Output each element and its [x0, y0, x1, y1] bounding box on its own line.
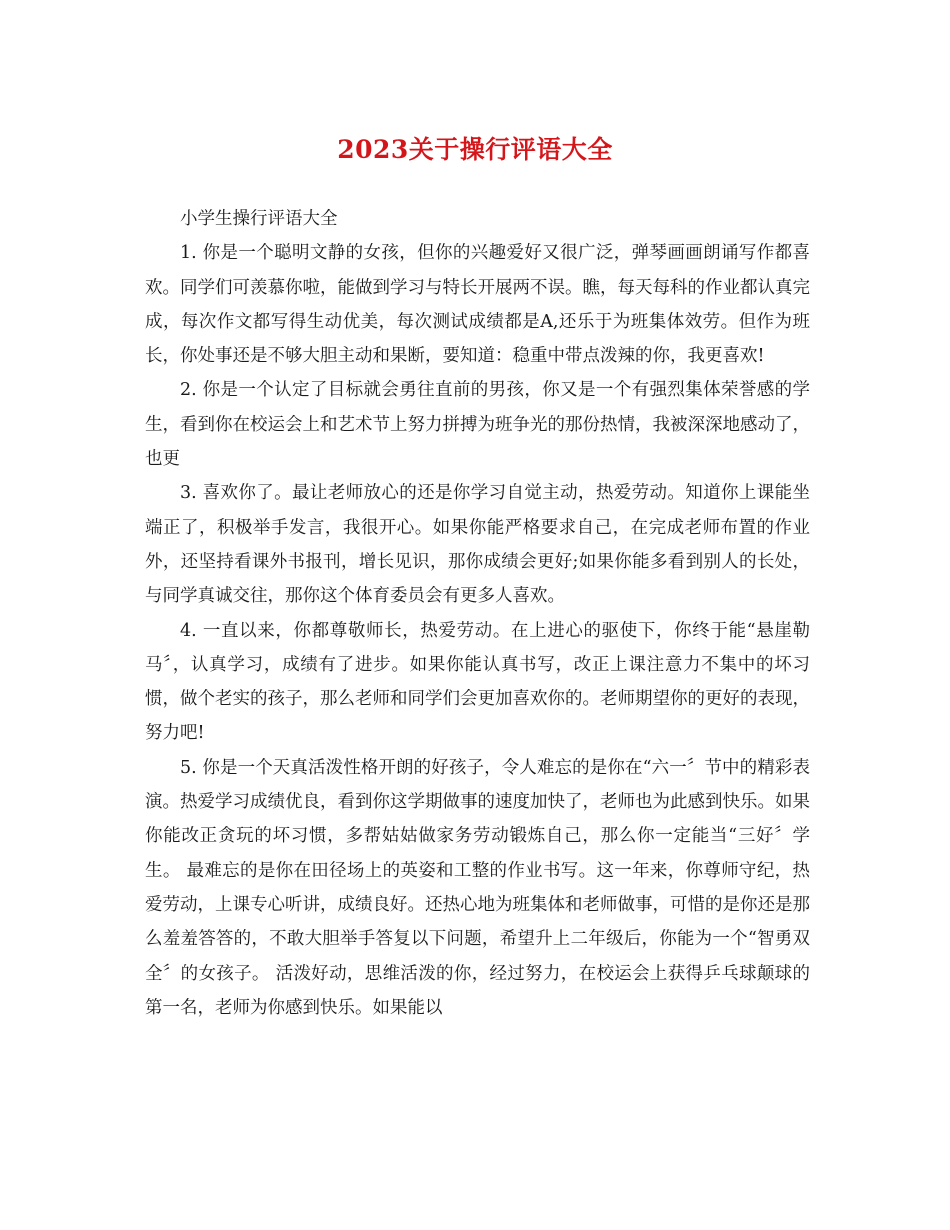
document-title: 2023关于操行评语大全 [337, 135, 613, 164]
paragraph-4: 4. 一直以来，你都尊敬师长，热爱劳动。在上进心的驱使下，你终于能“悬崖勒马〞，认真学习，成绩有了进步。如果你能认真书写，改正上课注意力不集中的坏习惯，做个老实的孩子，那么老师和同学们会更加喜欢你的。老师期望你的更好的表现，努力吧! [145, 620, 810, 744]
paragraph-3: 3. 喜欢你了。最让老师放心的还是你学习自觉主动，热爱劳动。知道你上课能坐端正了，积极举手发言，我很开心。如果你能严格要求自己，在完成老师布置的作业外，还坚持看课外书报刊，增长见识，那你成绩会更好;如果你能多看到别人的长处，与同学真诚交往，那你这个体育委员会有更多人喜欢。 [145, 483, 810, 607]
paragraph-1: 1. 你是一个聪明文静的女孩，但你的兴趣爱好又很广泛，弹琴画画朗诵写作都喜欢。同学们可羡慕你啦，能做到学习与特长开展两不误。瞧，每天每科的作业都认真完成，每次作文都写得生动优美，每次测试成绩都是A,还乐于为班集体效劳。但作为班长，你处事还是不够大胆主动和果断，要知道：稳重中带点泼辣的你，我更喜欢! [145, 243, 810, 367]
document-body [145, 202, 810, 1025]
paragraph-5: 5. 你是一个天真活泼性格开朗的好孩子，令人难忘的是你在“六一〞节中的精彩表演。热爱学习成绩优良，看到你这学期做事的速度加快了，老师也为此感到快乐。如果你能改正贪玩的坏习惯，多帮姑姑做家务劳动锻炼自己，那么你一定能当“三好〞学生。 最难忘的是你在田径场上的英姿和工整的作业书写。这一年来，你尊师守纪，热爱劳动，上课专心听讲，成绩良好。还热心地为班集体和老师做事，可惜的是你还是那么羞羞答答的，不敢大胆举手答复以下问题，希望升上二年级后，你能为一个“智勇双全〞的女孩子。 活泼好动，思维活泼的你，经过努力，在校运会上获得乒乓球颠球的第一名，老师为你感到快乐。如果能以 [145, 757, 810, 1018]
section-heading: 小学生操行评语大全 [180, 209, 338, 229]
paragraph-2: 2. 你是一个认定了目标就会勇往直前的男孩，你又是一个有强烈集体荣誉感的学生，看到你在校运会上和艺术节上努力拼搏为班争光的那份热情，我被深深地感动了，也更 [145, 380, 810, 470]
